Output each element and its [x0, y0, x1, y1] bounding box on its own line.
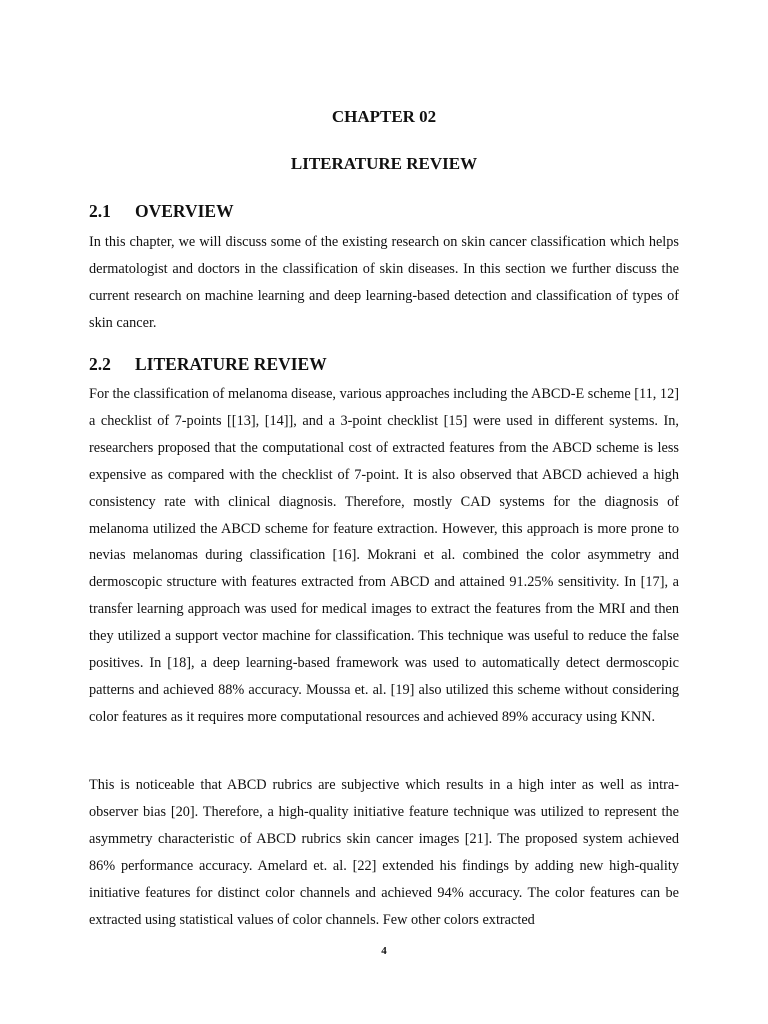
section-title: OVERVIEW [135, 201, 234, 221]
literature-review-paragraph-2: This is noticeable that ABCD rubrics are subjective which results in a high inter as well as intra-observer bias [20]. Therefore, a high-quality initiative feature technique was utilized to represent the asymmetry characteristic of ABCD rubrics skin cancer images [21]. The proposed system achieved 86% performance accuracy. Amelard et. al. [22] extended his findings by adding new high-quality initiative features for distinct color channels and achieved 94% accuracy. The color features can be extracted using statistical values of color channels. Few other colors extracted [89, 777, 679, 928]
chapter-number: CHAPTER 02 [331, 107, 437, 126]
page-number: 4 [381, 945, 387, 957]
section-number: 2.2 [89, 354, 111, 374]
section-title: LITERATURE REVIEW [135, 354, 327, 374]
section-number: 2.1 [89, 201, 111, 221]
literature-review-paragraph-1: For the classification of melanoma disease, various approaches including the ABCD-E scheme [11, 12] a checklist of 7-points [[13], [14]], and a 3-point checklist [15] were used in different systems. In, researchers proposed that the computational cost of extracted features from the ABCD scheme is less expensive as compared with the checklist of 7-point. It is also observed that ABCD achieved a high consistency rate with clinical diagnosis. Therefore, mostly CAD systems for the diagnosis of melanoma utilized the ABCD scheme for feature extraction. However, this approach is more prone to nevias melanomas during classification [16]. Mokrani et al. combined the color asymmetry and dermoscopic structure with features extracted from ABCD and attained 91.25% sensitivity. In [17], a transfer learning approach was used for medical images to extract the features from the MRI and then they utilized a support vector machine for classification. This technique was useful to reduce the false positives. In [18], a deep learning-based framework was used to automatically detect dermoscopic patterns and achieved 88% accuracy. Moussa et. al. [19] also utilized this scheme without considering color features as it requires more computational resources and achieved 89% accuracy using KNN. [89, 386, 679, 725]
overview-paragraph: In this chapter, we will discuss some of the existing research on skin cancer classification which helps dermatologist and doctors in the classification of skin diseases. In this section we further discuss the current research on machine learning and deep learning-based detection and classification of types of skin cancer. [89, 234, 679, 331]
chapter-title: LITERATURE REVIEW [290, 154, 478, 173]
section-heading-overview [89, 201, 234, 222]
section-heading-literature-review [89, 354, 327, 375]
